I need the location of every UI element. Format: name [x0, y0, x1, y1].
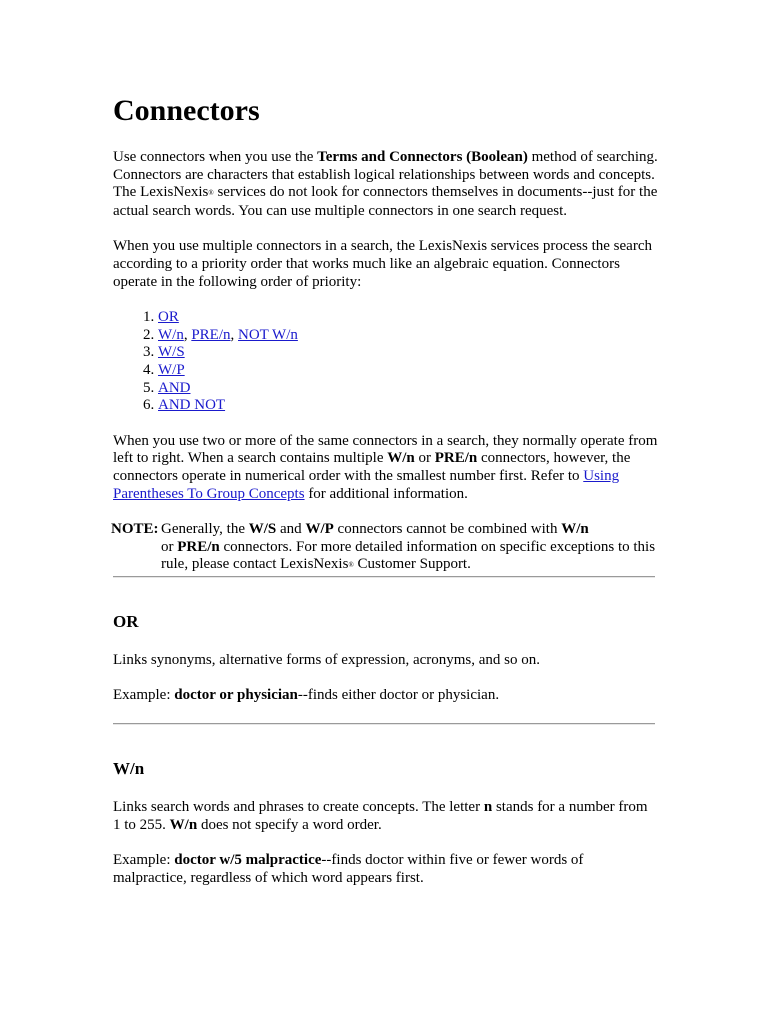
registered-mark: ® — [348, 561, 354, 570]
or-heading: OR — [113, 611, 139, 631]
priority-paragraph: When you use multiple connectors in a search, the LexisNexis services process the search according to a priority order that works much like an algebraic equation. Connectors operate in the following order of priority: — [113, 238, 652, 290]
list-item — [158, 362, 658, 380]
link-wp[interactable]: W/P — [158, 361, 185, 378]
list-item: 2. W/n, PRE/n, NOT W/n — [158, 327, 658, 345]
link-ws[interactable]: W/S — [158, 344, 185, 361]
note-block: NOTE: Generally, the W/S and W/P connectors cannot be combined with W/n or PRE/n connectors. For more detailed information on specific exceptions to this rule, please contact LexisNexis® Customer Support. — [111, 521, 656, 573]
list-item — [158, 380, 658, 398]
or-example: Example: doctor or physician--finds either doctor or physician. — [113, 687, 500, 704]
page-title: Connectors — [113, 94, 260, 127]
registered-mark: ® — [208, 189, 214, 198]
section-divider — [113, 576, 655, 578]
section-divider — [113, 723, 655, 725]
list-item — [158, 344, 658, 362]
priority-list — [113, 309, 658, 415]
same-connectors-paragraph: When you use two or more of the same connectors in a search, they normally operate from left to right. When a search contains multiple W/n or PRE/n connectors, however, the connectors operate in numerical order with the smallest number first. Refer to Using Parentheses To Group Concepts for additional information. — [113, 432, 658, 502]
wn-description: Links search words and phrases to create concepts. The letter n stands for a number from 1 to 255. W/n does not specify a word order. — [113, 799, 648, 833]
link-not-wn[interactable]: NOT W/n — [238, 326, 298, 343]
list-item — [158, 397, 658, 415]
link-pren[interactable]: PRE/n — [191, 326, 231, 343]
wn-example: Example: doctor w/5 malpractice--finds doctor within five or fewer words of malpractice, regardless of which word appears first. — [113, 852, 584, 886]
or-description: Links synonyms, alternative forms of expression, acronyms, and so on. — [113, 651, 541, 668]
link-and-not[interactable]: AND NOT — [158, 397, 226, 414]
link-wn[interactable]: W/n — [158, 326, 184, 343]
link-and[interactable]: AND — [158, 379, 191, 396]
list-item — [158, 309, 658, 327]
note-label: NOTE: — [111, 521, 159, 538]
document-content — [113, 92, 658, 905]
wn-heading: W/n — [113, 759, 145, 779]
terms-connectors-label: Terms and Connectors (Boolean) — [317, 149, 528, 165]
link-or[interactable]: OR — [158, 309, 179, 326]
parentheses-link[interactable]: Using Parentheses To Group Concepts — [113, 467, 620, 502]
intro-paragraph: Use connectors when you use the Terms and Connectors (Boolean) method of searching. Connectors are characters that establish logical relationships between words and concepts. The LexisNexis® services do not look for connectors themselves in documents--just for the actual search words. You can use multiple connectors in one search request. — [113, 149, 658, 219]
